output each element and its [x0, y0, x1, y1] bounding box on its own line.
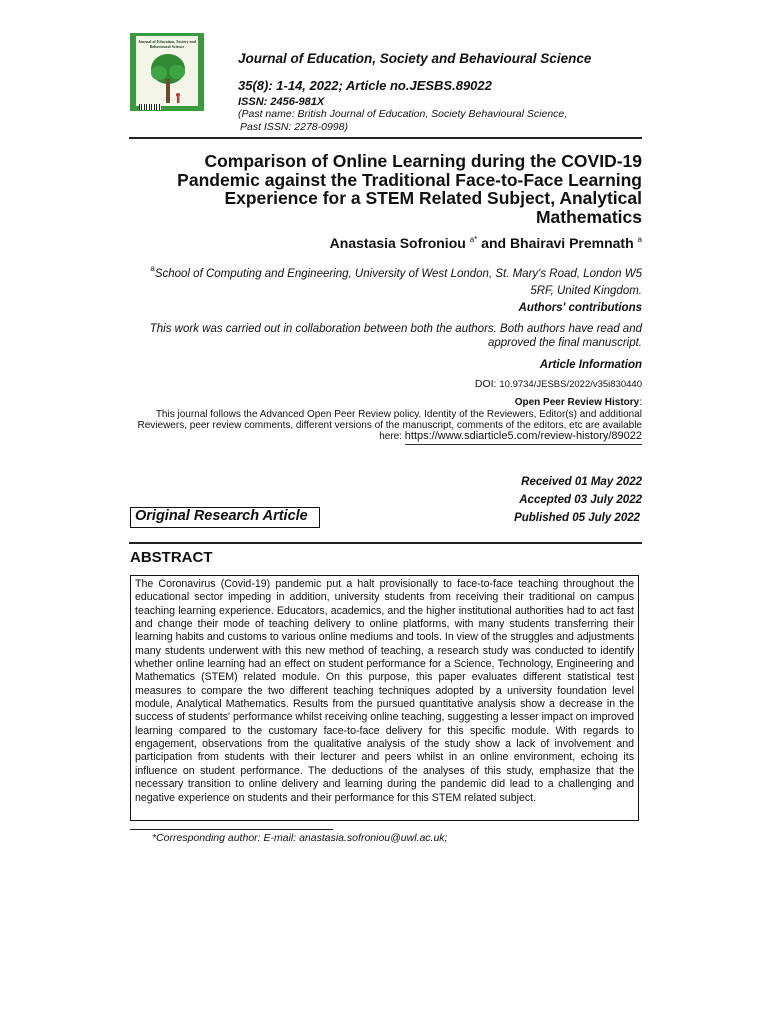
abstract-text: The Coronavirus (Covid-19) pandemic put a halt provisionally to face-to-face teaching throughout the educational sector impeding in addition, university students from receiving their traditional on campus teaching learning experience. Educators, academics, and the higher institutional authorities had to act fast and change their mode of teaching delivery to online platforms, with many students transferring their learning habits and customs to various online mediums and tools. In view of the struggles and adjustments many students underwent with this new method of teaching, a research study was conducted to identify whether online learning had an effect on student performance for a Science, Technology, Engineering and Mathematics (STEM) related module. On this purpose, this paper evaluates different statistical test measures to compare the two different teaching techniques adopted by a university foundation level module, Analytical Mathematics. Results from the pursued quantitative analysis show a decrease in the success of students' performance whilst receiving online teaching, suggesting a lesser impact on improved learning compared to the customary face-to-face delivery for this specific module. With regards to engagement, observations from the qualitative analysis of the study show a lack of involvement and participation from students with their lecturer and peers whilst in an online environment, echoing its influence on student performance. The deductions of the analyses of this study, emphasize that the necessary transition to online delivery and learning during the pandemic did lead to a challenging and negative experience on students and their performance for this STEM related subject.	[135, 578, 635, 804]
past-issn: Past ISSN: 2278-0998)	[240, 121, 348, 133]
peer-review-link[interactable]: https://www.sdiarticle5.com/review-history/89022	[405, 430, 642, 445]
author-name: Anastasia Sofroniou	[329, 235, 466, 251]
abstract-divider	[129, 542, 642, 544]
article-info-heading: Article Information	[539, 359, 642, 371]
cover-title: Journal of Education, Society and Behavioural Science	[138, 39, 196, 49]
issue-line: 35(8): 1-14, 2022; Article no.JESBS.89022	[238, 78, 492, 93]
cover-barcode	[139, 104, 161, 110]
affiliation-superscript: a	[150, 264, 155, 273]
peer-review-heading: Open Peer Review History	[514, 397, 640, 408]
past-name: (Past name: British Journal of Education, Society Behavioural Science,	[238, 108, 568, 120]
article-type: Original Research Article	[135, 508, 308, 524]
accepted-date: Accepted 03 July 2022	[519, 494, 642, 506]
contributions-text: This work was carried out in collaboration between both the authors. Both authors have read and approved the final manuscript.	[149, 323, 642, 349]
corresponding-author: *Corresponding author: E-mail: anastasia.sofroniou@uwl.ac.uk;	[152, 832, 448, 844]
issn: ISSN: 2456-981X	[238, 96, 325, 108]
abstract-heading: ABSTRACT	[130, 549, 213, 566]
journal-name: Journal of Education, Society and Behavioural Science	[238, 51, 592, 66]
affiliation-text: School of Computing and Engineering, University of West London, St. Mary's Road, London W5 5RF, United Kingdom.	[154, 268, 642, 297]
journal-cover-image	[130, 33, 204, 131]
footnote-rule	[130, 829, 333, 830]
peer-review-body: This journal follows the Advanced Open Peer Review policy. Identity of the Reviewers, Editor(s) and additional Reviewers, peer review comments, different versions of the manuscript, comments of the editors, etc are available here:	[137, 409, 642, 442]
doi-label: DOI:	[474, 378, 497, 390]
affiliation	[142, 260, 642, 300]
peer-review-colon: :	[639, 397, 642, 408]
contributions-heading: Authors' contributions	[518, 302, 642, 314]
peer-review-heading-line	[515, 397, 642, 408]
received-date: Received 01 May 2022	[521, 476, 642, 488]
author-superscript: a*	[469, 235, 478, 244]
author-superscript: a	[637, 235, 642, 244]
author-line	[330, 235, 642, 251]
abstract-box	[130, 575, 639, 821]
tree-icon	[148, 51, 188, 107]
published-date: Published 05 July 2022	[514, 512, 640, 524]
header-divider	[129, 137, 642, 139]
author-conjunction: and	[481, 235, 507, 251]
peer-review-text	[122, 409, 642, 442]
paper-title: Comparison of Online Learning during the COVID-19 Pandemic against the Traditional Face-to-Face Learning Experience for a STEM Related Subject, Analytical Mathematics	[177, 151, 642, 227]
doi-value[interactable]: 10.9734/JESBS/2022/v35i830440	[499, 379, 642, 390]
author-name: Bhairavi Premnath	[509, 235, 634, 251]
doi-line	[475, 378, 642, 390]
